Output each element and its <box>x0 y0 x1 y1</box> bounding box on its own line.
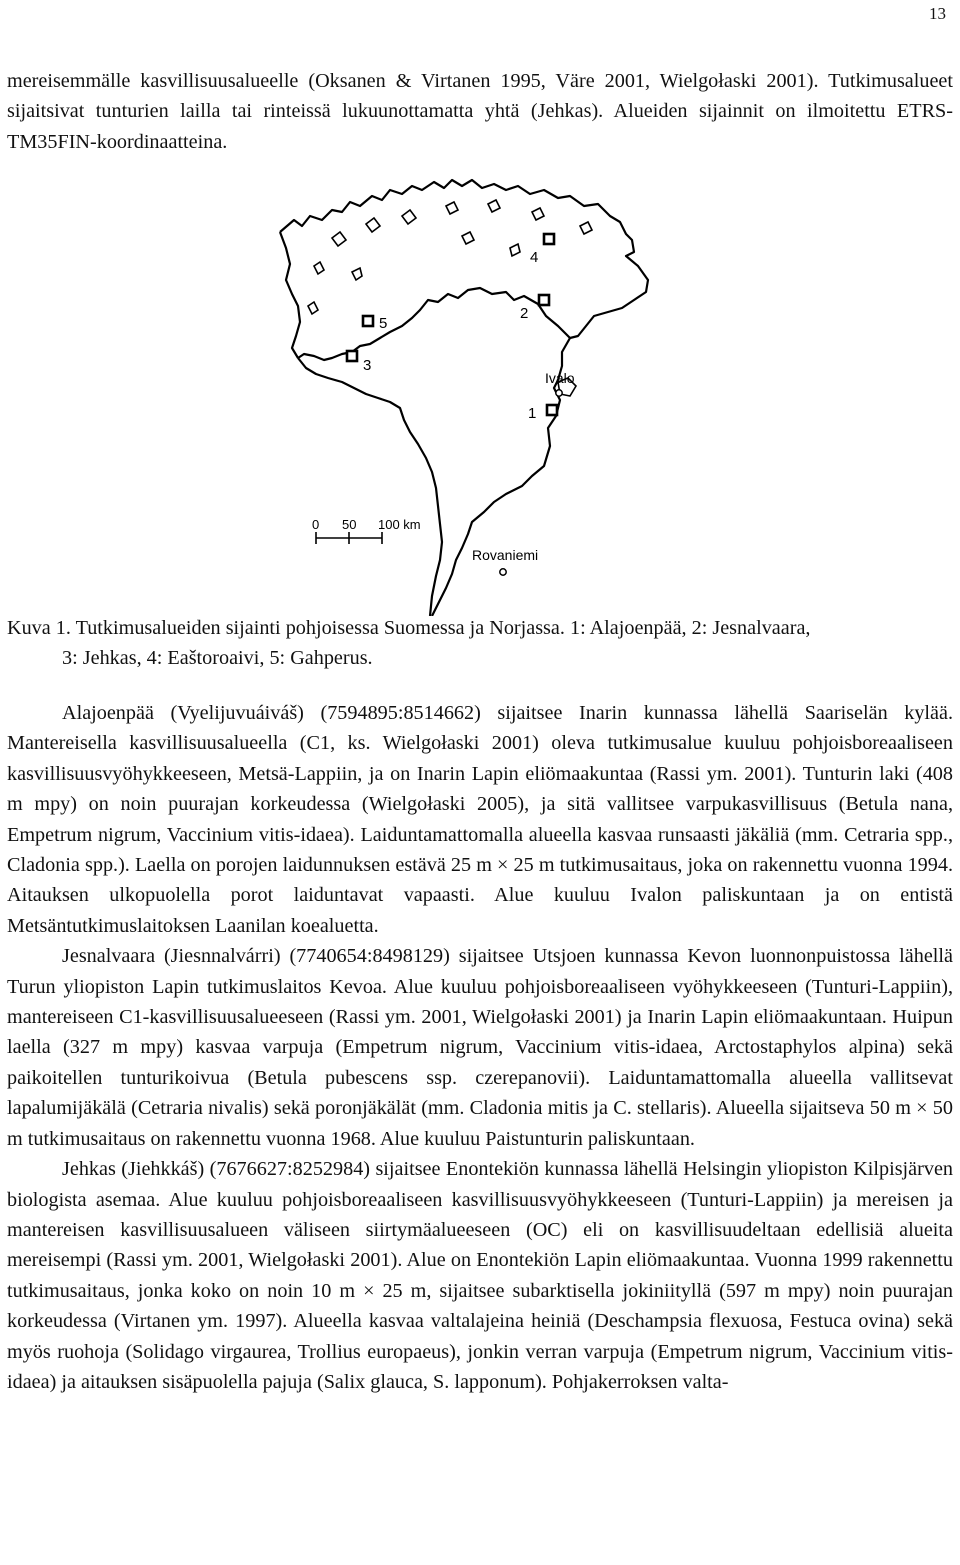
page-number: 13 <box>929 4 946 23</box>
scale-tick-100: 100 km <box>378 517 421 532</box>
intro-paragraph <box>7 66 953 157</box>
site-label-3: 3 <box>363 357 372 374</box>
town-label-rovaniemi: Rovaniemi <box>472 547 539 563</box>
site-label-4: 4 <box>530 249 539 266</box>
scale-bar <box>312 517 421 544</box>
site-label-5: 5 <box>379 315 388 332</box>
border-west <box>298 358 442 616</box>
border-north <box>298 288 570 360</box>
caption-line-2: 3: Jehkas, 4: Eaštoroaivi, 5: Gahperus. <box>62 647 373 670</box>
paragraph-jehkas: Jehkas (Jiehkkáš) (7676627:8252984) sijaitsee Enontekiön kunnassa lähellä Helsingin yliopiston Kilpisjärven biologista asemaa. Alue kuuluu pohjoisboreaaliseen kasvillisuusvyöhykkeeseen (Tunturi-Lappiin) ja mereisen ja mantereisen kasvillisuusalueen väliseen siirtymäalueeseen (OC) eli on kasvillisuudeltaan edellisiä alueita mereisempi (Rassi ym. 2001, Wielgołaski 2001). Alue on Enontekiön Lapin eliömaakuntaa. Vuonna 1999 rakennettu tutkimusaitaus, jonka koko on noin 10 m × 25 m, sijaitsee subarktisella jokiniityllä (597 m mpy) noin puurajan korkeudessa (Virtanen ym. 1997). Alueella kasvaa valtalajeina heiniä (Deschampsia flexuosa, Festuca ovina) sekä myös ruohoja (Solidago virgaurea, Trollius europaeus), jonkin verran varpuja (Empetrum nigrum, Vaccinium vitis-idaea) ja aitauksen sisäpuolella pajuja (Salix glauca, S. lapponum). Pohjakerroksen valta- <box>7 1158 953 1393</box>
caption-line-1: Kuva 1. Tutkimusalueiden sijainti pohjoisessa Suomessa ja Norjassa. 1: Alajoenpää, 2: Jesnalvaara, <box>7 617 811 639</box>
site-marker-1 <box>547 405 557 415</box>
scale-tick-0: 0 <box>312 517 320 532</box>
site-marker-3 <box>347 351 357 361</box>
site-marker-2 <box>539 295 549 305</box>
body-text <box>7 698 953 1397</box>
coastline <box>280 180 648 338</box>
site-label-2: 2 <box>520 305 529 322</box>
site-marker-5 <box>363 316 373 326</box>
town-marker-ivalo <box>556 390 562 396</box>
map-svg <box>262 176 662 616</box>
intro-text: mereisemmälle kasvillisuusalueelle (Oksanen & Virtanen 1995, Väre 2001, Wielgołaski 2001). Tutkimusalueet sijaitsivat tunturien lailla tai rinteissä lukuunottamatta yhtä (Jehkas). Alueiden sijainnit on ilmoitettu ETRS-TM35FIN-koordinaatteina. <box>7 70 953 153</box>
scale-tick-50: 50 <box>342 517 357 532</box>
town-label-ivalo: Ivalo <box>545 370 575 386</box>
figure-map <box>262 176 662 616</box>
paragraph-jesnalvaara: Jesnalvaara (Jiesnnalvárri) (7740654:8498129) sijaitsee Utsjoen kunnassa Kevon luonnonpuistossa lähellä Turun yliopiston Lapin tutkimuslaitos Kevoa. Alue kuuluu pohjoisboreaaliseen vyöhykkeeseen (Tunturi-Lappiin), mantereiseen C1-kasvillisuusalueeseen (Rassi ym. 2001, Wielgołaski 2001) ja Inarin Lapin eliömaakuntaan. Huipun laella (327 m mpy) kasvaa varpuja (Empetrum nigrum, Vaccinium vitis-idaea, Arctostaphylos alpina) sekä paikoitellen tunturikoivua (Betula pubescens ssp. czerepanovii). Laiduntamattomalla alueella vallitsevat lapalumijäkälä (Cetraria nivalis) sekä poronjäkälät (mm. Cladonia mitis ja C. stellaris). Alueella sijaitseva 50 m × 50 m tutkimusaitaus on rakennettu vuonna 1968. Alue kuuluu Paistunturin paliskuntaan. <box>7 945 953 1150</box>
paragraph-alajoenpaa: Alajoenpää (Vyelijuvuáiváš) (7594895:8514662) sijaitsee Inarin kunnassa lähellä Saariselän kylää. Mantereisella kasvillisuusalueella (C1, ks. Wielgołaski 2001) oleva tutkimusalue kuuluu pohjoisboreaaliseen kasvillisuusvyöhykkeeseen, Metsä-Lappiin, ja on Inarin Lapin eliömaakuntaa (Rassi ym. 2001). Tunturin laki (408 m mpy) on noin puurajan korkeudessa (Wielgołaski 2005), ja sitä vallitsee varpukasvillisuus (Betula nana, Empetrum nigrum, Vaccinium vitis-idaea). Laiduntamattomalla alueella kasvaa runsaasti jäkäliä (mm. Cetraria spp., Cladonia spp.). Laella on porojen laidunnuksen estävä 25 m × 25 m tutkimusaitaus, joka on rakennettu vuonna 1994. Aitauksen ulkopuolella porot laiduntavat vapaasti. Alue kuuluu Ivalon paliskuntaan ja on entistä Metsäntutkimuslaitoksen Laanilan koealuetta. <box>7 702 953 937</box>
town-marker-rovaniemi <box>500 569 506 575</box>
figure-caption <box>7 613 953 674</box>
site-label-1: 1 <box>528 405 537 422</box>
coast-west <box>280 232 300 358</box>
site-marker-4 <box>544 234 554 244</box>
